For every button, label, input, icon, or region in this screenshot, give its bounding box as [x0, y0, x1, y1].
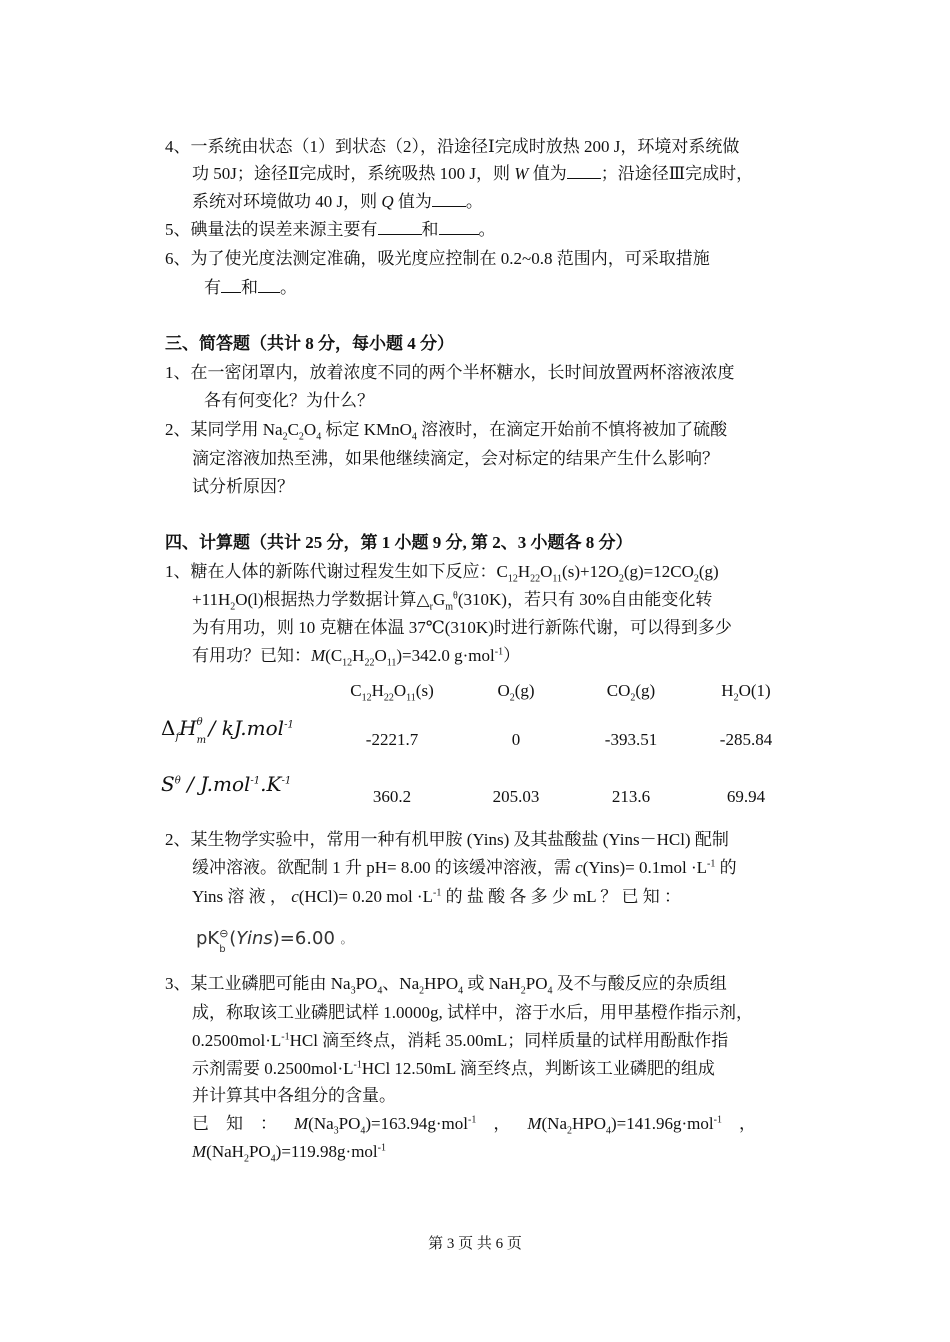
t: PO [248, 1142, 271, 1161]
q4-text-2a: 功 50J；途径Ⅱ完成时，系统吸热 100 J，则 [192, 164, 515, 183]
t: O [540, 562, 553, 581]
sup: -1 [377, 1142, 386, 1154]
sub: 11 [552, 573, 563, 585]
q4-text-2d: ；沿途径Ⅲ完成时， [600, 164, 754, 183]
t: (Yins)= 0.1mol ·L [582, 858, 708, 877]
sub: m [445, 601, 454, 613]
s4-q3-line6 [192, 1113, 756, 1135]
sub: 4 [377, 985, 383, 997]
t: M [192, 1142, 207, 1161]
t: HPO [424, 974, 459, 993]
t: O(l)根据热力学数据计算△ [235, 590, 430, 609]
t: M [527, 1114, 542, 1133]
s4-q1-line3: 为有用功，则 10 克糖在体温 37℃(310K)时进行新陈代谢，可以得到多少 [192, 618, 732, 637]
q4-text-3a: 系统对环境做功 40 J，则 [192, 192, 382, 211]
t: c [291, 887, 299, 906]
t: (s)+12O [562, 562, 619, 581]
t: PO [355, 974, 378, 993]
t: CO [606, 681, 631, 700]
sub: 22 [364, 657, 375, 669]
sup: -1 [468, 1114, 477, 1126]
t: 及不与酸反应的杂质组 [552, 974, 727, 993]
s4-q1-line4 [192, 645, 520, 667]
q4-text-3c: 值为 [393, 192, 432, 211]
t: 溶液时，在滴定开始前不慎将被加了硫酸 [416, 420, 728, 439]
s3-q2-line2: 滴定溶液加热至沸，如果他继续滴定，会对标定的结果产生什么影响？ [192, 449, 719, 468]
t: H [721, 681, 734, 700]
sub: 2 [520, 985, 526, 997]
t: 1、糖在人体的新陈代谢过程发生如下反应：C [165, 562, 508, 581]
sub: 12 [507, 573, 518, 585]
t: (g) [514, 681, 535, 700]
q6-text-b: 和 [241, 278, 258, 297]
sub: 2 [733, 692, 739, 704]
s3-q2-line3: 试分析原因？ [192, 477, 294, 496]
t: O [393, 681, 407, 700]
t: )=163.94g·mol [365, 1114, 468, 1133]
q6-text-c: 。 [280, 278, 297, 297]
sub: 11 [406, 692, 416, 704]
sub: 4 [270, 1153, 276, 1165]
sup: -1 [281, 775, 292, 787]
t: .K [260, 772, 282, 796]
t: ） [503, 646, 521, 665]
sub: f [175, 732, 180, 743]
sub: 4 [316, 431, 322, 443]
t: (NaH [206, 1142, 244, 1161]
q5-blank-2[interactable] [439, 219, 479, 235]
q6-blank-1[interactable] [221, 277, 241, 293]
t: HCl 滴至终点，消耗 35.00mL；同样质量的试样用酚酞作指 [289, 1031, 729, 1050]
sub: 2 [298, 431, 304, 443]
s4-q2-line2 [192, 857, 737, 879]
t: C [350, 681, 362, 700]
t: 、Na [382, 974, 420, 993]
q4-text-2c: 值为 [528, 164, 567, 183]
sub: 12 [361, 692, 372, 704]
t: 。 [340, 932, 353, 946]
s3-q1-line2: 各有何变化？为什么？ [204, 391, 374, 410]
s4-q3-line1 [165, 973, 727, 995]
t: )=6.00 [272, 928, 341, 949]
t: 标定 KMnO [321, 420, 412, 439]
s3-q2-line1 [165, 419, 727, 441]
table-cell: -393.51 [604, 730, 658, 749]
q4-var-w: W [514, 164, 529, 183]
sub: 3 [350, 985, 356, 997]
sub: 2 [282, 431, 288, 443]
sup: θ [453, 590, 458, 602]
t: 已 知 ： [192, 1114, 294, 1133]
s4-q3-line3 [192, 1030, 728, 1052]
q4-text-1: 4、一系统由状态（1）到状态（2），沿途径Ⅰ完成时放热 200 J，环境对系统做 [165, 137, 740, 156]
sub: 4 [458, 985, 464, 997]
s4-q3-line7 [192, 1141, 386, 1163]
q4-line1 [165, 136, 739, 158]
t: ， [721, 1114, 756, 1133]
t: 3、某工业磷肥可能由 Na [165, 974, 351, 993]
table-cell: 0 [511, 730, 521, 749]
q6-blank-2[interactable] [258, 277, 280, 293]
table-cell: 69.94 [726, 787, 766, 806]
t: (g)=12CO [623, 562, 694, 581]
q4-var-q: Q [381, 192, 394, 211]
sub: 2 [243, 1153, 249, 1165]
t: Yins [236, 928, 273, 949]
q4-blank-q[interactable] [432, 191, 466, 207]
t: 0.2500mol·L [192, 1031, 282, 1050]
t: )=342.0 g·mol [396, 646, 495, 665]
sub: 12 [342, 657, 353, 669]
table-header-sugar [322, 680, 462, 702]
sup: -1 [494, 646, 504, 658]
sup: -1 [432, 887, 442, 899]
table-header-h2o [676, 680, 816, 702]
s4-q3-line4 [192, 1058, 715, 1080]
t: O [374, 646, 387, 665]
q6-line1 [165, 248, 710, 270]
q5-text-a: 5、碘量法的误差来源主要有 [165, 220, 378, 239]
sub: 2 [693, 573, 699, 585]
t: PO [525, 974, 548, 993]
q4-text-3d: 。 [465, 192, 483, 211]
sub: 4 [411, 431, 417, 443]
t: Δ [161, 716, 176, 740]
q5-text-b: 和 [421, 220, 439, 239]
table-cell: 205.03 [492, 787, 540, 806]
sub: 2 [618, 573, 624, 585]
s4-q3-line5: 并计算其中各组分的含量。 [192, 1086, 396, 1105]
t: HCl 12.50mL 滴至终点，判断该工业磷肥的组成 [361, 1059, 715, 1078]
t: (310K)，若只有 30%自由能变化转 [457, 590, 713, 609]
s4-q1-line1 [165, 561, 719, 583]
t: S [161, 772, 175, 796]
sub: r [429, 601, 433, 613]
t: c [575, 858, 583, 877]
t: (Na [308, 1114, 334, 1133]
q4-line3 [192, 191, 483, 213]
sup: -1 [250, 775, 261, 787]
t: )=119.98g·mol [275, 1142, 378, 1161]
sup: -1 [284, 719, 294, 731]
s4-q3-line2: 成，称取该工业磷肥试样 1.0000g, 试样中，溶于水后，用甲基橙作指示剂， [192, 1003, 753, 1022]
t: (s) [415, 681, 434, 700]
sub: 4 [547, 985, 553, 997]
t: (C [325, 646, 343, 665]
s4-q2-pkb: pK ⊖ b (Yins)=6.00 。 [196, 927, 353, 955]
t: 的 [715, 858, 737, 877]
q6-text-a: 有 [204, 278, 221, 297]
q5-line [165, 219, 496, 241]
sub: 2 [567, 1125, 572, 1137]
table-cell: -285.84 [719, 730, 773, 749]
t: )=141.96g·mol [611, 1114, 714, 1133]
sub: 11 [386, 657, 397, 669]
t: O [497, 681, 510, 700]
t: O [303, 420, 317, 439]
table-cell: 360.2 [372, 787, 412, 806]
t: / kJ.mol [208, 716, 285, 740]
q5-blank-1[interactable] [378, 219, 422, 235]
sub: 2 [419, 985, 425, 997]
t: (g) [698, 562, 719, 581]
t: / J.mol [180, 772, 251, 796]
section3-heading: 三、简答题（共计 8 分，每小题 4 分） [165, 334, 454, 353]
sub: 4 [606, 1125, 612, 1137]
q6-text-1: 6、为了使光度法测定准确，吸光度应控制在 0.2~0.8 范围内，可采取措施 [165, 249, 710, 268]
sup: -1 [353, 1059, 362, 1071]
t: ， [476, 1114, 528, 1133]
t: O(1) [738, 681, 771, 700]
sub: 4 [360, 1125, 366, 1137]
sub: 2 [630, 692, 636, 704]
q6-line2 [204, 277, 297, 299]
sub: 22 [530, 573, 541, 585]
t: pK [196, 928, 220, 949]
t: M [294, 1114, 309, 1133]
t: G [432, 590, 446, 609]
sup: -1 [707, 858, 716, 870]
t: H [352, 646, 365, 665]
table-cell: 213.6 [611, 787, 651, 806]
s4-q2-line1: 2、某生物学实验中，常用一种有机甲胺 (Yins) 及其盐酸盐 (Yins－HCl) 配制 [165, 830, 729, 849]
table-cell: -2221.7 [365, 730, 419, 749]
t: HPO [572, 1114, 607, 1133]
t: C [287, 420, 299, 439]
table-row1-label: $\Delta_fH$ θ m / kJ.mol$^{-1}$ [161, 716, 294, 746]
t: 的 盐 酸 各 多 少 mL ？ 已 知 ： [441, 887, 682, 906]
q4-blank-w[interactable] [567, 163, 601, 179]
q4-line2 [192, 163, 753, 185]
sup: θ [174, 775, 181, 787]
s4-q1-line2 [192, 589, 712, 611]
t: (g) [635, 681, 656, 700]
t: H [371, 681, 384, 700]
sub: 2 [230, 601, 236, 613]
t: (Na [541, 1114, 567, 1133]
s3-q1-line1: 1、在一密闭罩内，放着浓度不同的两个半杯糖水，长时间放置两杯溶液浓度 [165, 363, 735, 382]
page-footer: 第 3 页 共 6 页 [428, 1236, 522, 1252]
section4-heading: 四、计算题（共计 25 分，第 1 小题 9 分, 第 2、3 小题各 8 分） [165, 533, 633, 552]
sub: 3 [333, 1125, 339, 1137]
sup: -1 [713, 1114, 722, 1126]
t: H [179, 716, 197, 740]
t: 示剂需要 0.2500mol·L [192, 1059, 354, 1078]
t: 有用功？已知： [192, 646, 311, 665]
t: PO [338, 1114, 361, 1133]
t: 缓冲溶液。欲配制 1 升 pH= 8.00 的该缓冲溶液，需 [192, 858, 576, 877]
t: Yins 溶 液 ， [192, 887, 292, 906]
s4-q2-line3 [192, 886, 681, 908]
sub: 22 [383, 692, 394, 704]
t: (HCl)= 0.20 mol ·L [298, 887, 433, 906]
sup: -1 [281, 1031, 290, 1043]
t: M [311, 646, 326, 665]
t: 或 NaH [463, 974, 521, 993]
q5-text-c: 。 [478, 220, 496, 239]
t: ( [229, 928, 237, 949]
table-row2-label [161, 772, 291, 796]
t: H [517, 562, 531, 581]
t: 2、某同学用 Na [165, 420, 283, 439]
t: +11H [192, 590, 231, 609]
sub: 2 [509, 692, 515, 704]
